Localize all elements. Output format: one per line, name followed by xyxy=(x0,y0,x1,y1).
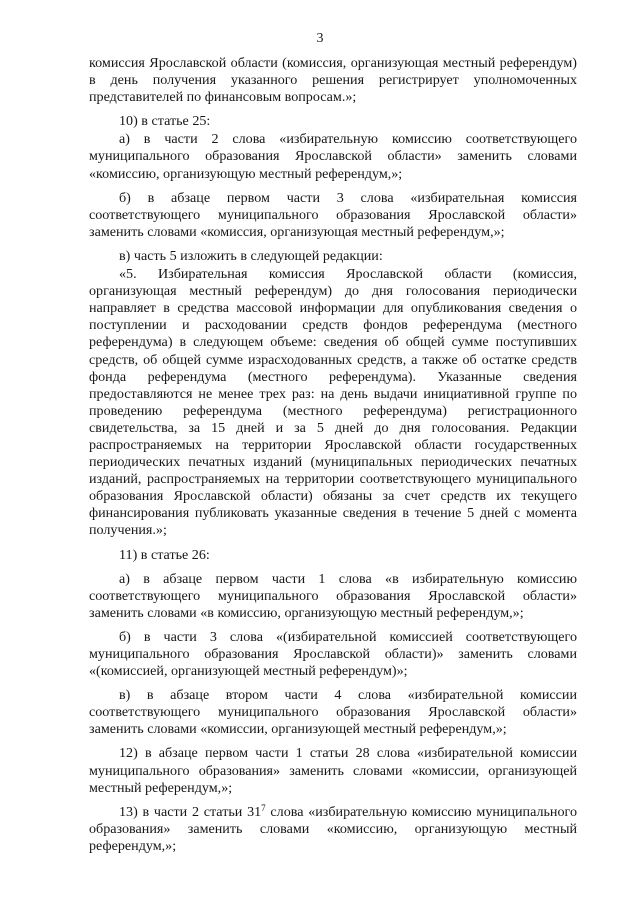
document-body xyxy=(89,55,577,862)
paragraph-article-26-a: а) в абзаце первом части 1 слова «в избирательную комиссию соответствующего муниципального образования Ярославской области» заменить словами «в комиссию, организующую местный референдум,»; xyxy=(89,570,577,621)
paragraph-article-31-7-start: 13) в части 2 статьи 31 xyxy=(119,803,262,820)
paragraph-continuation: комиссия Ярославской области (комиссия, организующая местный референдум) в день получения указанного решения регистрирует уполномоченных представителей по финансовым вопросам.»; xyxy=(89,55,577,106)
paragraph-article-25-v: в) часть 5 изложить в следующей редакции: xyxy=(119,247,383,264)
paragraph-article-31-7-end: слова «избирательную комиссию муниципального образования» заменить словами «комиссию, организующую местный референдум,»; xyxy=(89,803,578,854)
paragraph-article-26-b: б) в части 3 слова «(избирательной комиссией соответствующего муниципального образования Ярославской области)» заменить словами «(комиссией, организующей местный референдум)»; xyxy=(89,628,577,680)
paragraph-article-31-7 xyxy=(89,804,577,855)
paragraph-article-25-a: а) в части 2 слова «избирательную комиссию соответствующего муниципального образования Ярославской области» заменить словами «комиссию, организующую местный референдум,»; xyxy=(89,131,577,182)
article-superscript: 7 xyxy=(261,802,266,813)
paragraph-part-5-text: «5. Избирательная комиссия Ярославской области (комиссия, организующая местный референдум) до дня голосования периодически направляет в средства массовой информации для опубликования сведения о поступлении и расходовании средств фондов референдума (местного референдума) в следующем объеме: сведения об общей сумме поступивших средств, об общей сумме израсходованных средств, а также об остатке средств фонда референдума (местного референдума). Указанные сведения предоставляются не менее трех раз: на день выдачи инициативной группе по проведению референдума (местного референдума) регистрационного свидетельства, за 15 дней и за 5 дней до дня голосования. Редакции распространяемых на территории Ярославской области государственных периодических печатных изданий (муниципальных периодических печатных изданий, распространяемых на территории соответствующего муниципального образования Ярославской области) обязаны за счет средств их текущего финансирования публиковать указанные сведения в течение 5 дней с момента получения.»; xyxy=(89,266,577,539)
paragraph-article-26-heading: 11) в статье 26: xyxy=(119,546,210,563)
paragraph-article-28: 12) в абзаце первом части 1 статьи 28 слова «избирательной комиссии муниципального образования» заменить словами «комиссии, организующей местный референдум,»; xyxy=(89,745,577,796)
paragraph-article-25-b: б) в абзаце первом части 3 слова «избирательная комиссия соответствующего муниципального образования Ярославской области» заменить словами «комиссия, организующая местный референдум,»; xyxy=(89,189,577,240)
paragraph-article-26-v: в) в абзаце втором части 4 слова «избирательной комиссии соответствующего муниципального образования Ярославской области» заменить словами «комиссии, организующей местный референдум,»; xyxy=(89,687,577,738)
paragraph-article-25-heading: 10) в статье 25: xyxy=(119,113,211,130)
page-number: 3 xyxy=(316,31,324,46)
